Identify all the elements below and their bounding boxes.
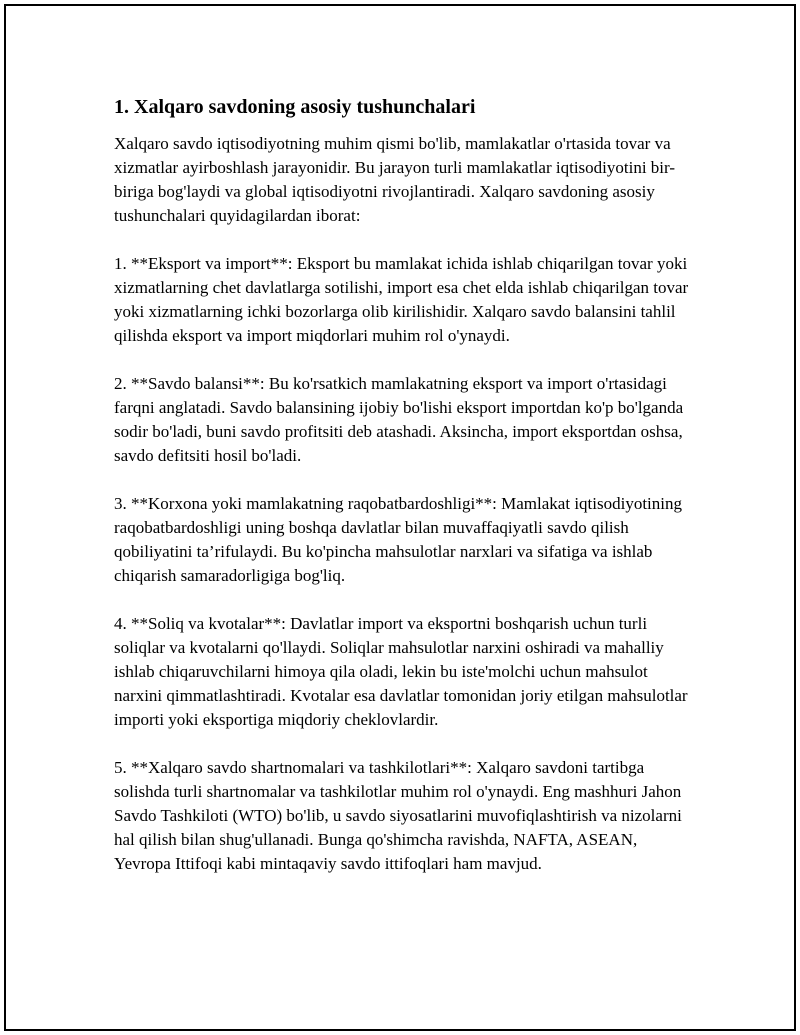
- document-body: [114, 94, 694, 900]
- paragraph-competitiveness: 3. **Korxona yoki mamlakatning raqobatbardoshligi**: Mamlakat iqtisodiyotining raqobatbardoshligi uning boshqa davlatlar bilan muvaffaqiyatli savdo qilish qobiliyatini ta’rifulaydi. Bu ko'pincha mahsulotlar narxlari va sifatiga va ishlab chiqarish samaradorligiga bog'liq.: [114, 494, 682, 585]
- paragraph-taxes-quotas: 4. **Soliq va kvotalar**: Davlatlar import va eksportni boshqarish uchun turli soliqlar va kvotalarni qo'llaydi. Soliqlar mahsulotlar narxini oshiradi va mahalliy ishlab chiqaruvchilarni himoya qila oladi, lekin bu iste'molchi uchun mahsulot narxini qimmatlashtiradi. Kvotalar esa davlatlar tomonidan joriy etilgan mahsulotlar importi yoki eksportiga miqdoriy cheklovlardir.: [114, 614, 688, 729]
- paragraph-trade-agreements: 5. **Xalqaro savdo shartnomalari va tashkilotlari**: Xalqaro savdoni tartibga solishda turli shartnomalar va tashkilotlar muhim rol o'ynaydi. Eng mashhuri Jahon Savdo Tashkiloti (WTO) bo'lib, u savdo siyosatlarini muvofiqlashtirish va nizolarni hal qilish bilan shug'ullanadi. Bunga qo'shimcha ravishda, NAFTA, ASEAN, Yevropa Ittifoqi kabi mintaqaviy savdo ittifoqlari ham mavjud.: [114, 758, 682, 873]
- document-title: 1. Xalqaro savdoning asosiy tushunchalari: [114, 96, 476, 118]
- paragraph-intro: Xalqaro savdo iqtisodiyotning muhim qismi bo'lib, mamlakatlar o'rtasida tovar va xizmatlar ayirboshlash jarayonidir. Bu jarayon turli mamlakatlar iqtisodiyotini bir-biriga bog'laydi va global iqtisodiyotni rivojlantiradi. Xalqaro savdoning asosiy tushunchalari quyidagilardan iborat:: [114, 134, 675, 225]
- paragraph-export-import: 1. **Eksport va import**: Eksport bu mamlakat ichida ishlab chiqarilgan tovar yoki xizmatlarning chet davlatlarga sotilishi, import esa chet elda ishlab chiqarilgan tovar yoki xizmatlarning ichki bozorlarga olib kirilishidir. Xalqaro savdo balansini tahlil qilishda eksport va import miqdorlari muhim rol o'ynaydi.: [114, 254, 689, 345]
- paragraph-trade-balance: 2. **Savdo balansi**: Bu ko'rsatkich mamlakatning eksport va import o'rtasidagi farqni anglatadi. Savdo balansining ijobiy bo'lishi eksport importdan ko'p bo'lganda sodir bo'ladi, buni savdo profitsiti deb atashadi. Aksincha, import eksportdan oshsa, savdo defitsiti hosil bo'ladi.: [114, 374, 684, 465]
